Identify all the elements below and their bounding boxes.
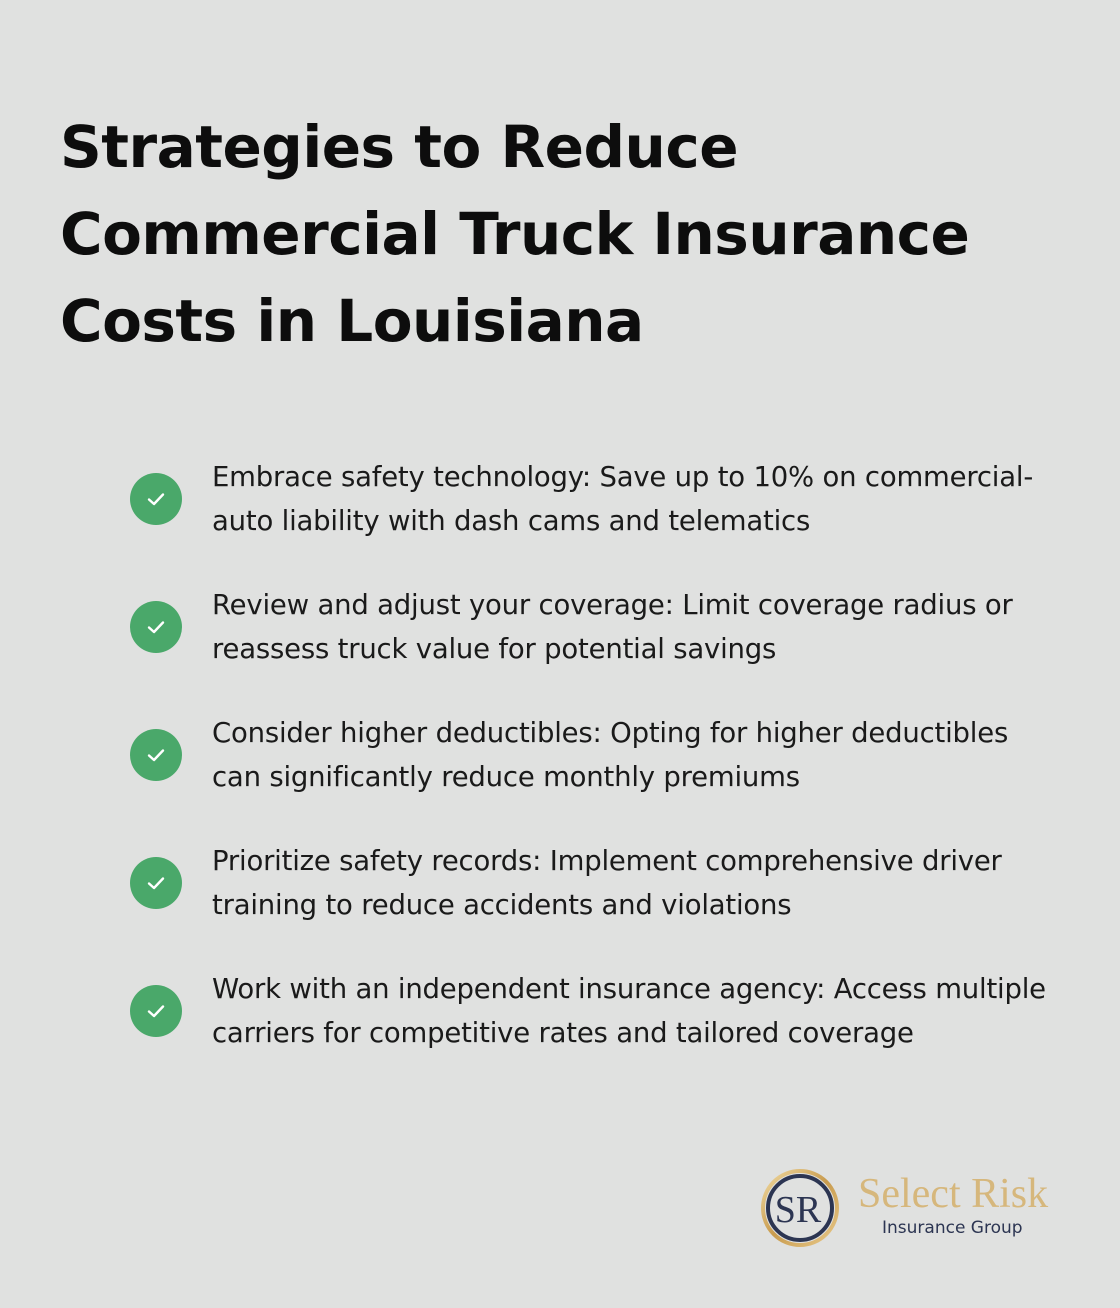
list-item [130,967,1060,1055]
svg-text:SR: SR [774,1189,822,1231]
check-icon [130,857,182,909]
list-item-text: Embrace safety technology: Save up to 10% on commercial-auto liability with dash cams and telematics [212,461,1034,537]
check-icon [130,601,182,653]
list-item-text: Review and adjust your coverage: Limit coverage radius or reassess truck value for potential savings [212,589,1013,665]
check-icon [130,729,182,781]
sr-monogram-icon [760,1166,844,1250]
logo-name: Select Risk [858,1171,1049,1217]
list-item-text: Consider higher deductibles: Opting for higher deductibles can significantly reduce monthly premiums [212,717,1009,793]
check-icon [130,985,182,1037]
list-item [130,583,1060,671]
company-logo [760,1166,1070,1252]
list-item [130,455,1060,543]
list-item-text: Work with an independent insurance agency: Access multiple carriers for competitive rates and tailored coverage [212,973,1046,1049]
check-icon [130,473,182,525]
logo-subtitle: Insurance Group [882,1218,1023,1238]
list-item-text: Prioritize safety records: Implement comprehensive driver training to reduce accidents and violations [212,845,1002,921]
list-item [130,711,1060,799]
list-item [130,839,1060,927]
page-title: Strategies to Reduce Commercial Truck Insurance Costs in Louisiana [60,113,970,355]
